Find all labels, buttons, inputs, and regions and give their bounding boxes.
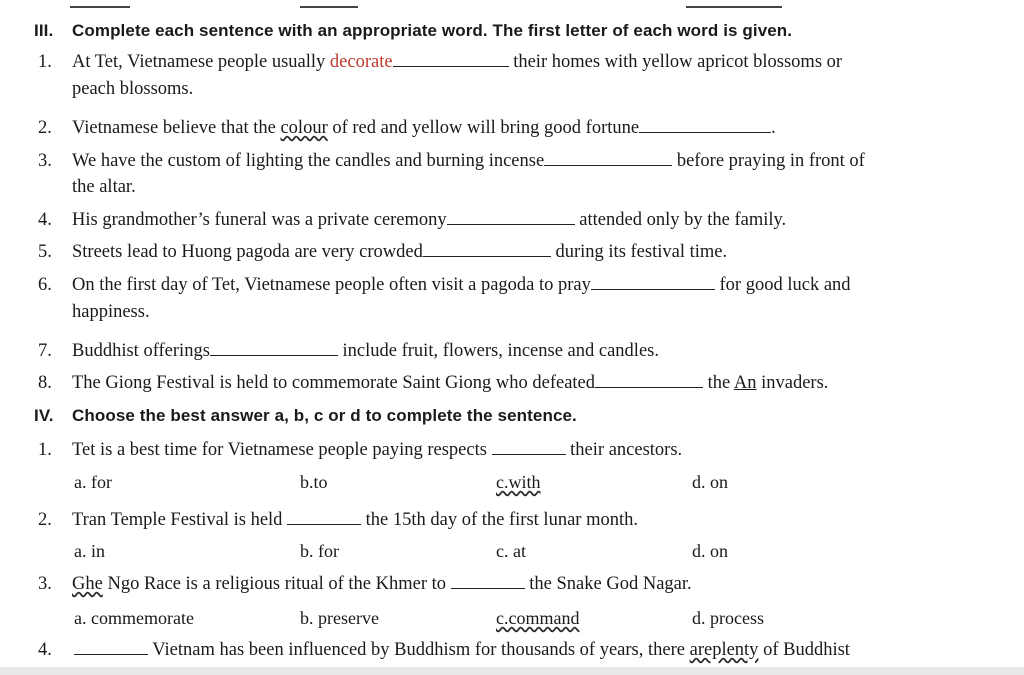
section-number: III. [34, 21, 54, 40]
underlined-word: An [733, 373, 757, 393]
answer-blank[interactable] [74, 640, 148, 655]
item-number: 3. [38, 151, 52, 171]
sentence-line: Streets lead to Huong pagoda are very crowded during its festival time. [72, 242, 728, 262]
sentence-line: The Giong Festival is held to commemorate Saint Giong who defeated the An invaders. [72, 373, 829, 393]
item-number: 4. [38, 210, 52, 230]
sentence-line: We have the custom of lighting the candles and burning incense before praying in front of [72, 151, 865, 171]
option-b[interactable]: b. preserve [300, 608, 379, 628]
sentence-line: Vietnamese believe that the colour of red and yellow will bring good fortune . [72, 118, 776, 138]
sentence-line: At Tet, Vietnamese people usually decorate their homes with yellow apricot blossoms or [72, 52, 843, 72]
marked-word: areplenty [689, 640, 759, 660]
option-c[interactable]: c. at [496, 541, 526, 561]
marked-word: colour [280, 118, 328, 138]
sentence-line: Ghe Ngo Race is a religious ritual of the Khmer to the Snake God Nagar. [72, 574, 692, 594]
marked-word: Ghe [72, 574, 103, 594]
answer-blank[interactable] [492, 440, 566, 455]
option-b[interactable]: b. for [300, 541, 339, 561]
option-a[interactable]: a. in [74, 541, 105, 561]
sentence-line: Vietnam has been influenced by Buddhism for thousands of years, there areplenty of Buddhist [74, 640, 850, 661]
option-d[interactable]: d. on [692, 472, 728, 492]
answer-blank[interactable] [451, 574, 525, 589]
item-number: 1. [38, 52, 52, 72]
option-a[interactable]: a. commemorate [74, 608, 194, 628]
sentence-continuation: the altar. [72, 177, 136, 197]
item-number: 3. [38, 574, 52, 594]
sentence-continuation: peach blossoms. [72, 79, 194, 99]
section-4-heading [34, 406, 577, 426]
item-number: 1. [38, 440, 52, 460]
section-number: IV. [34, 406, 54, 425]
item-number: 2. [38, 510, 52, 530]
option-a[interactable]: a. for [74, 472, 112, 492]
sentence-line: Tran Temple Festival is held the 15th day of the first lunar month. [72, 510, 638, 530]
answer-blank[interactable] [447, 210, 575, 225]
sentence-continuation: happiness. [72, 302, 150, 322]
section-title: Complete each sentence with an appropriate word. The first letter of each word is given. [72, 21, 793, 40]
page-bottom-edge [0, 667, 1024, 675]
cropped-top-text [0, 0, 1024, 8]
answer-blank[interactable] [210, 341, 338, 356]
item-number: 5. [38, 242, 52, 262]
item-number: 8. [38, 373, 52, 393]
section-3-heading [34, 21, 792, 41]
item-number: 4. [38, 640, 52, 660]
item-number: 6. [38, 275, 52, 295]
answer-blank[interactable] [639, 118, 771, 133]
answer-blank[interactable] [544, 151, 672, 166]
sentence-line: On the first day of Tet, Vietnamese people often visit a pagoda to pray for good luck and [72, 275, 851, 295]
answer-blank[interactable] [287, 510, 361, 525]
answer-blank[interactable] [595, 373, 703, 388]
section-title: Choose the best answer a, b, c or d to complete the sentence. [72, 406, 577, 425]
option-d[interactable]: d. process [692, 608, 764, 628]
option-c[interactable]: c.with [496, 472, 541, 492]
sentence-line: Tet is a best time for Vietnamese people paying respects their ancestors. [72, 440, 683, 460]
sentence-line: Buddhist offerings include fruit, flowers, incense and candles. [72, 341, 659, 361]
answer-text: decorate [329, 52, 393, 72]
item-number: 2. [38, 118, 52, 138]
option-c[interactable]: c.command [496, 608, 580, 628]
option-d[interactable]: d. on [692, 541, 728, 561]
option-b[interactable]: b.to [300, 472, 328, 492]
sentence-line: His grandmother’s funeral was a private ceremony attended only by the family. [72, 210, 787, 230]
answer-blank[interactable] [423, 242, 551, 257]
answer-blank[interactable] [393, 52, 509, 67]
answer-blank[interactable] [591, 275, 715, 290]
item-number: 7. [38, 341, 52, 361]
